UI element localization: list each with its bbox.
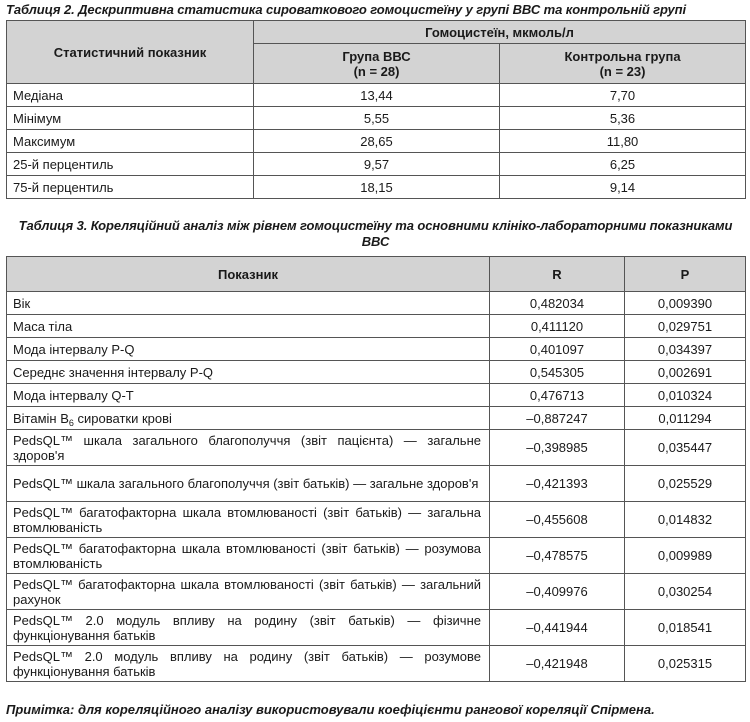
p-value: 0,018541 [625, 610, 746, 646]
row-label: Маса тіла [7, 315, 490, 338]
value-control: 7,70 [500, 84, 746, 107]
row-label: Медіана [7, 84, 254, 107]
r-value: 0,545305 [490, 361, 625, 384]
row-label: Середнє значення інтервалу P-Q [7, 361, 490, 384]
value-control: 6,25 [500, 153, 746, 176]
table2-header-col2: Контрольна група (n = 23) [500, 44, 746, 84]
table2-header-col1: Група ВВС (n = 28) [254, 44, 500, 84]
row-label: Максимум [7, 130, 254, 153]
p-value: 0,029751 [625, 315, 746, 338]
p-value: 0,010324 [625, 384, 746, 407]
row-label: PedsQL™ 2.0 модуль впливу на родину (звіт батьків) — фізичне функціонування батьків [7, 610, 490, 646]
r-value: 0,401097 [490, 338, 625, 361]
r-value: –0,478575 [490, 538, 625, 574]
r-value: –0,421948 [490, 646, 625, 682]
p-value: 0,025529 [625, 466, 746, 502]
value-ivs: 9,57 [254, 153, 500, 176]
table-row [7, 107, 746, 130]
table-row [7, 502, 746, 538]
table-row [7, 361, 746, 384]
table-row [7, 574, 746, 610]
table3-header-indicator: Показник [7, 257, 490, 292]
r-value: 0,476713 [490, 384, 625, 407]
p-value: 0,009390 [625, 292, 746, 315]
table-row [7, 153, 746, 176]
value-ivs: 5,55 [254, 107, 500, 130]
p-value: 0,002691 [625, 361, 746, 384]
table-row [7, 538, 746, 574]
p-value: 0,025315 [625, 646, 746, 682]
p-value: 0,014832 [625, 502, 746, 538]
r-value: 0,482034 [490, 292, 625, 315]
value-control: 11,80 [500, 130, 746, 153]
p-value: 0,030254 [625, 574, 746, 610]
row-label: PedsQL™ багатофакторна шкала втомлюваності (звіт батьків) — загальний рахунок [7, 574, 490, 610]
table2-header-group: Гомоцистеїн, мкмоль/л [254, 21, 746, 44]
p-value: 0,009989 [625, 538, 746, 574]
table-row [7, 338, 746, 361]
table3-header-r: R [490, 257, 625, 292]
row-label: Мода інтервалу Q-T [7, 384, 490, 407]
row-label: 75-й перцентиль [7, 176, 254, 199]
table-row [7, 646, 746, 682]
p-value: 0,035447 [625, 430, 746, 466]
table2 [6, 20, 746, 199]
row-label: 25-й перцентиль [7, 153, 254, 176]
table3 [6, 256, 746, 682]
row-label: PedsQL™ 2.0 модуль впливу на родину (звіт батьків) — розумове функціонування батьків [7, 646, 490, 682]
row-label: Мінімум [7, 107, 254, 130]
table3-header-p: P [625, 257, 746, 292]
p-value: 0,011294 [625, 407, 746, 430]
p-value: 0,034397 [625, 338, 746, 361]
table2-header-stat: Статистичний показник [7, 21, 254, 84]
table-row [7, 384, 746, 407]
table-row [7, 610, 746, 646]
row-label: PedsQL™ шкала загального благополуччя (звіт батьків) — загальне здоров'я [7, 466, 490, 502]
table-row [7, 130, 746, 153]
table-row [7, 84, 746, 107]
row-label: PedsQL™ багатофакторна шкала втомлюваності (звіт батьків) — загальна втомлюваність [7, 502, 490, 538]
row-label: PedsQL™ багатофакторна шкала втомлюваності (звіт батьків) — розумова втомлюваність [7, 538, 490, 574]
row-label: PedsQL™ шкала загального благополуччя (звіт пацієнта) — загальне здоров'я [7, 430, 490, 466]
table3-note: Примітка: для кореляційного аналізу використовували коефіцієнти рангової кореляції Спірмена. [6, 702, 655, 717]
row-label: Вітамін $В_6$ сироватки крові [7, 407, 490, 430]
value-ivs: 13,44 [254, 84, 500, 107]
table-row [7, 315, 746, 338]
row-label: Вік [7, 292, 490, 315]
row-label: Мода інтервалу P-Q [7, 338, 490, 361]
value-ivs: 18,15 [254, 176, 500, 199]
table-row [7, 466, 746, 502]
table3-caption: Таблиця 3. Кореляційний аналіз між рівнем гомоцистеїну та основними клініко-лабораторними показниками ВВС [18, 218, 733, 249]
r-value: –0,887247 [490, 407, 625, 430]
r-value: –0,455608 [490, 502, 625, 538]
value-control: 5,36 [500, 107, 746, 130]
r-value: –0,398985 [490, 430, 625, 466]
value-ivs: 28,65 [254, 130, 500, 153]
table-row [7, 430, 746, 466]
r-value: –0,409976 [490, 574, 625, 610]
table-row [7, 407, 746, 430]
table-row [7, 292, 746, 315]
r-value: –0,441944 [490, 610, 625, 646]
r-value: 0,411120 [490, 315, 625, 338]
table-row [7, 176, 746, 199]
table2-caption: Таблиця 2. Дескриптивна статистика сироваткового гомоцистеїну у групі ВВС та контрольній групі [6, 2, 686, 17]
r-value: –0,421393 [490, 466, 625, 502]
value-control: 9,14 [500, 176, 746, 199]
